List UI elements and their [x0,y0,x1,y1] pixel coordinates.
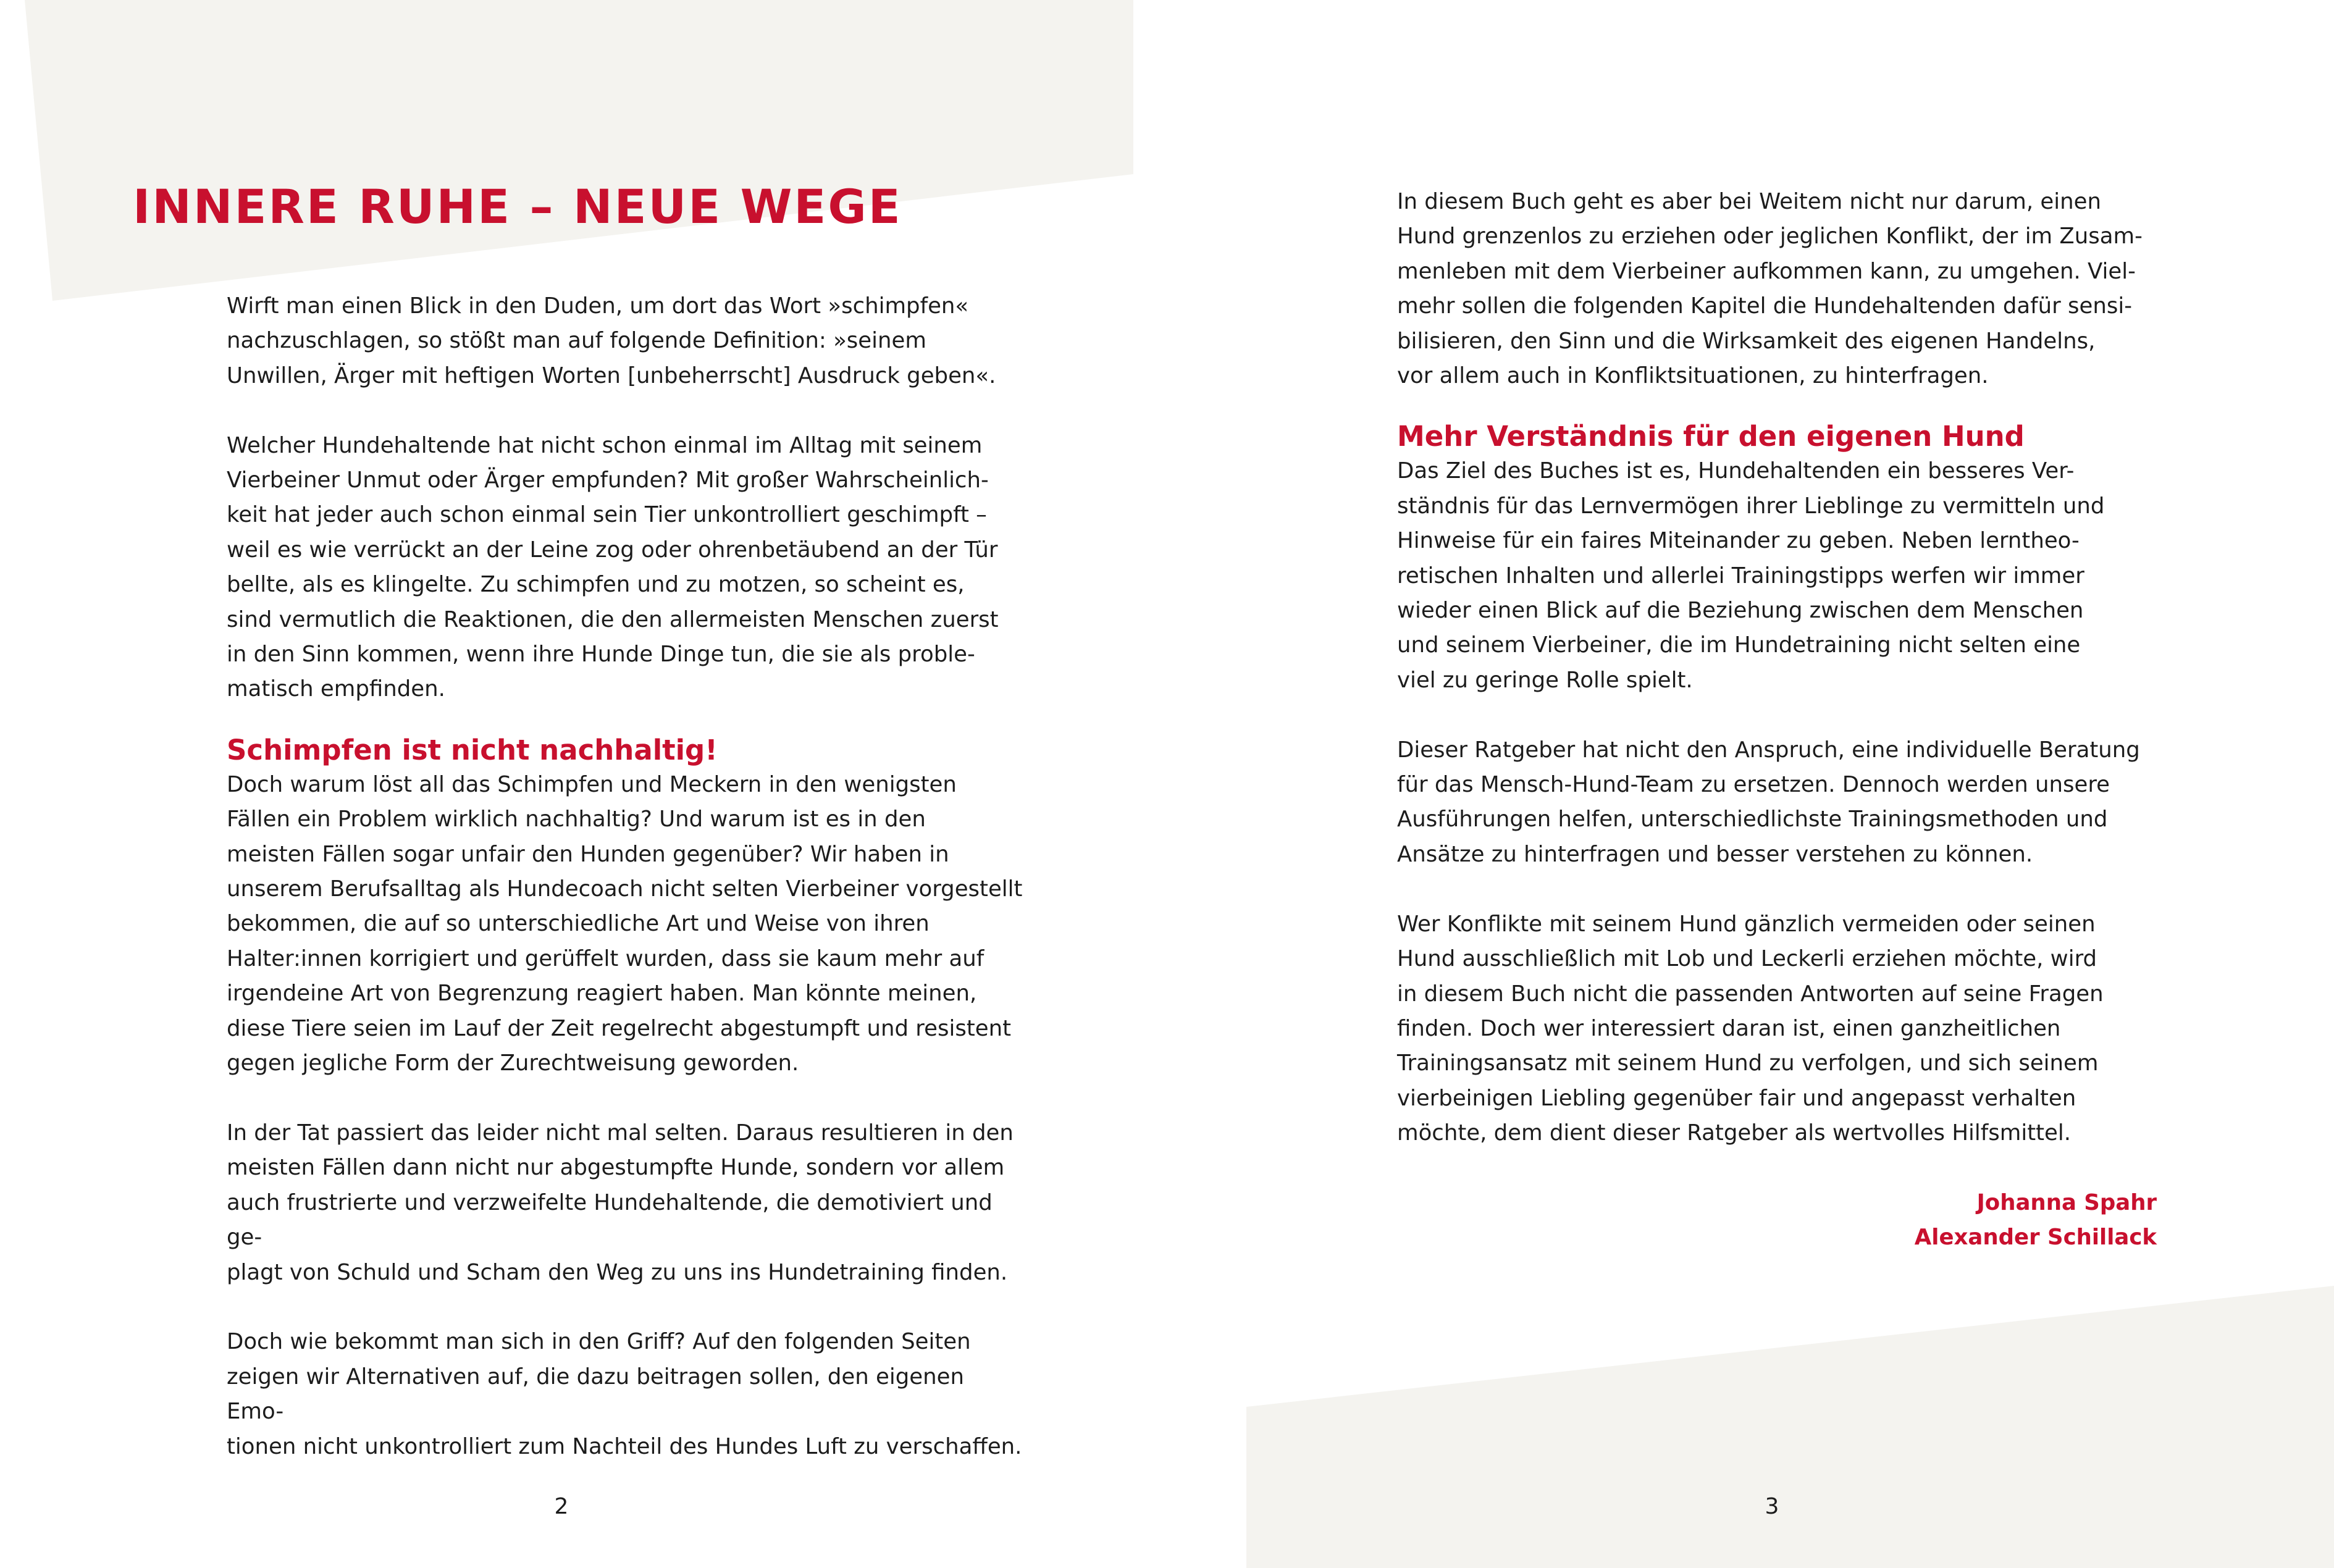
paragraph-alternatives: Doch wie bekommt man sich in den Griff? Auf den folgenden Seiten zeigen wir Alternativen auf, die dazu beitragen sollen, den eigenen Emo- tionen nicht unkontrolliert zum Nachteil des Hundes Luft zu verschaffen. [227,1329,1022,1459]
page-number-left: 2 [554,1494,569,1519]
author-name-2: Alexander Schillack [1914,1225,2157,1251]
left-text-column [227,289,1023,1464]
author-name-1: Johanna Spahr [1976,1189,2157,1215]
page-number-right: 3 [1765,1494,1779,1519]
subheading-verstaendnis: Mehr Verständnis für den eigenen Hund [1397,420,2025,453]
paragraph-target-reader: Wer Konflikte mit seinem Hund gänzlich vermeiden oder seinen Hund ausschließlich mit Lob und Leckerli erziehen möchte, wird in diesem Buch nicht die passenden Antworten auf seine Fragen finden. Doch wer interessiert daran ist, einen ganzheitlichen Trainingsansatz mit seinem Hund zu verfolgen, und sich seinem vierbeinigen Liebling gegenüber fair und angepasst verhalten möchte, dem dient dieser Ratgeber als wertvolles Hilfsmittel. [1397,911,2104,1146]
paragraph-book-goal: Das Ziel des Buches ist es, Hundehaltenden ein besseres Ver- ständnis für das Lernvermögen ihrer Lieblinge zu vermitteln und Hinweise für ein faires Miteinander zu geben. Neben lerntheo- retischen Inhalten und allerlei Trainingstipps werfen wir immer wieder einen Blick auf die Beziehung zwischen dem Menschen und seinem Vierbeiner, die im Hundetraining nicht selten eine viel zu geringe Rolle spielt. [1397,458,2105,693]
paragraph-duden-definition: Wirft man einen Blick in den Duden, um dort das Wort »schimpfen« nachzuschlagen, so stößt man auf folgende Definition: »seinem Unwillen, Ärger mit heftigen Worten [unbeherrscht] Ausdruck geben«. [227,293,996,388]
chapter-title: INNERE RUHE – NEUE WEGE [133,179,902,234]
paragraph-book-purpose: In diesem Buch geht es aber bei Weitem nicht nur darum, einen Hund grenzenlos zu erziehen oder jeglichen Konflikt, der im Zusam- menleben mit dem Vierbeiner aufkommen kann, zu umgehen. Viel- mehr sollen die folgenden Kapitel die Hundehaltenden dafür sensi- bilisieren, den Sinn und die Wirksamkeit des eigenen Handelns, vor allem auch in Konfliktsituationen, zu hinterfragen. [1397,189,2143,389]
author-signature [1397,1186,2157,1256]
right-page [1167,0,2334,1568]
paragraph-why-scolding-fails: Doch warum löst all das Schimpfen und Meckern in den wenigsten Fällen ein Problem wirklich nachhaltig? Und warum ist es in den meisten Fällen sogar unfair den Hunden gegenüber? Wir haben in unserem Berufsalltag als Hundecoach nicht selten Vierbeiner vorgestellt bekommen, die auf so unterschiedliche Art und Weise von ihren Halter:innen korrigiert und gerüffelt wurden, dass sie kaum mehr auf irgendeine Art von Begrenzung reagiert haben. Man könnte meinen, diese Tiere seien im Lauf der Zeit regelrecht abgestumpft und resistent gegen jegliche Form der Zurechtweisung geworden. [227,771,1023,1076]
subheading-schimpfen: Schimpfen ist nicht nachhaltig! [227,733,718,766]
paragraph-frustrated-owners: In der Tat passiert das leider nicht mal selten. Daraus resultieren in den meisten Fällen dann nicht nur abgestumpfte Hunde, sondern vor allem auch frustrierte und verzweifelte Hundehaltende, die demotiviert und ge- plagt von Schuld und Scham den Weg zu uns ins Hundetraining finden. [227,1120,1014,1285]
paragraph-not-a-consultation: Dieser Ratgeber hat nicht den Anspruch, eine individuelle Beratung für das Mensch-Hund-Team zu ersetzen. Dennoch werden unsere Ausführungen helfen, unterschiedlichste Trainingsmethoden und Ansätze zu hinterfragen und besser verstehen zu können. [1397,737,2140,867]
right-text-column [1397,185,2157,1256]
paragraph-everyday-anger: Welcher Hundehaltende hat nicht schon einmal im Alltag mit seinem Vierbeiner Unmut oder Ärger empfunden? Mit großer Wahrscheinlich- keit hat jeder auch schon einmal sein Tier unkontrolliert geschimpft – weil es wie verrückt an der Leine zog oder ohrenbetäubend an der Tür bellte, als es klingelte. Zu schimpfen und zu motzen, so scheint es, sind vermutlich die Reaktionen, die den allermeisten Menschen zuerst in den Sinn kommen, wenn ihre Hunde Dinge tun, die sie als proble- matisch empfinden. [227,432,999,702]
